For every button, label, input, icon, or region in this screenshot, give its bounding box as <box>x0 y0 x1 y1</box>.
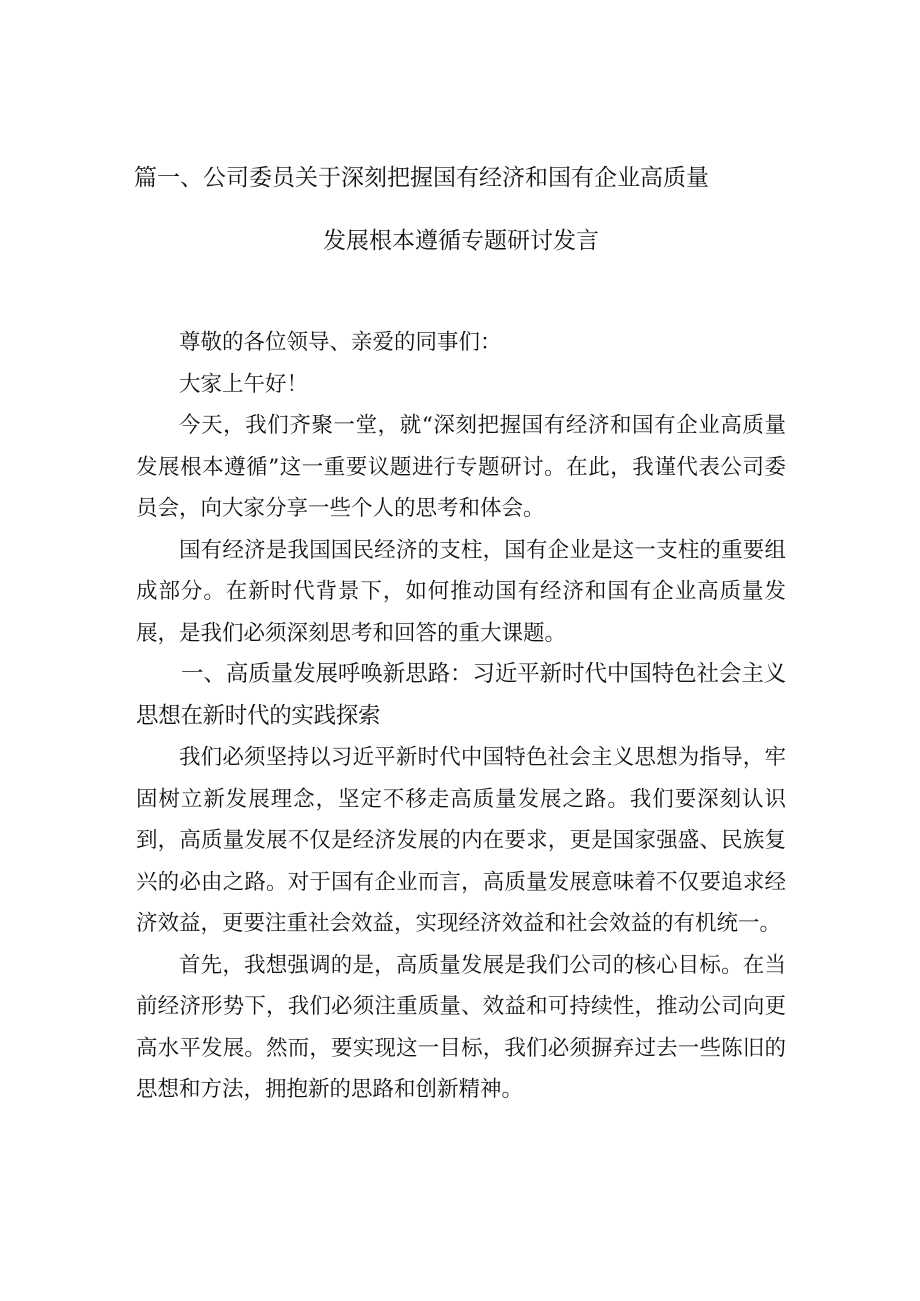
paragraph-first-point: 首先，我想强调的是，高质量发展是我们公司的核心目标。在当前经济形势下，我们必须注重质量、效益和可持续性，推动公司向更高水平发展。然而，要实现这一目标，我们必须摒弃过去一些陈旧的思想和方法，拥抱新的思路和创新精神。 <box>136 952 786 1102</box>
section-heading: 一、高质量发展呼唤新思路：习近平新时代中国特色社会主义思想在新时代的实践探索 <box>136 661 786 729</box>
paragraph-intro: 今天，我们齐聚一堂，就“深刻把握国有经济和国有企业高质量发展根本遵循”这一重要议题进行专题研讨。在此，我谨代表公司委员会，向大家分享一些个人的思考和体会。 <box>136 413 786 521</box>
paragraph-background: 国有经济是我国国民经济的支柱，国有企业是这一支柱的重要组成部分。在新时代背景下，如何推动国有经济和国有企业高质量发展，是我们必须深刻思考和回答的重大课题。 <box>136 537 786 646</box>
document-title-line-1: 篇一、公司委员关于深刻把握国有经济和国有企业高质量 <box>134 165 709 191</box>
document-title-line-2: 发展根本遵循专题研讨发言 <box>323 228 599 254</box>
paragraph-guidance: 我们必须坚持以习近平新时代中国特色社会主义思想为指导，牢固树立新发展理念，坚定不移走高质量发展之路。我们要深刻认识到，高质量发展不仅是经济发展的内在要求，更是国家强盛、民族复兴的必由之路。对于国有企业而言，高质量发展意味着不仅要追求经济效益，更要注重社会效益，实现经济效益和社会效益的有机统一。 <box>136 745 786 936</box>
salutation: 尊敬的各位领导、亲爱的同事们： <box>179 330 502 355</box>
document-body <box>136 322 786 1111</box>
greeting: 大家上午好！ <box>179 371 309 397</box>
